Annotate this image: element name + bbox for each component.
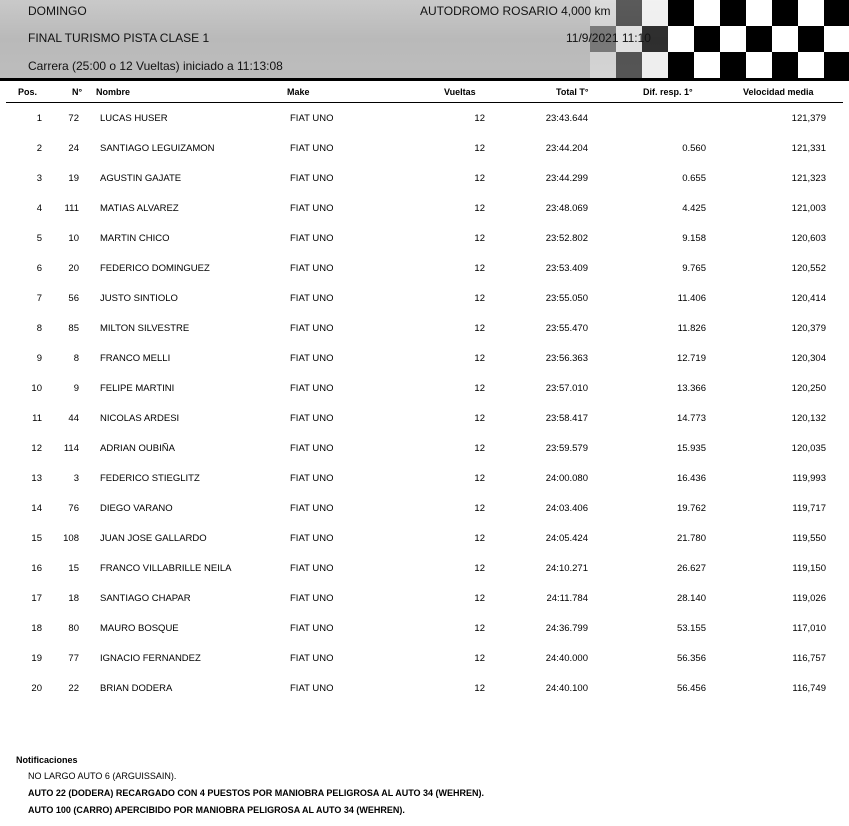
table-row (0, 263, 849, 277)
driver-name-cell: FEDERICO STIEGLITZ (100, 473, 200, 484)
gap-cell: 11.406 (677, 293, 706, 304)
table-row (0, 563, 849, 577)
avg-speed-cell: 120,552 (791, 263, 826, 274)
gap-cell: 13.366 (676, 383, 706, 394)
car-number-cell: 9 (73, 383, 79, 394)
make-cell: FIAT UNO (290, 623, 334, 634)
total-time-cell: 23:59.579 (545, 443, 588, 454)
checker-square (590, 52, 616, 78)
avg-speed-cell: 116,749 (792, 683, 826, 694)
checker-square (798, 52, 824, 78)
laps-cell: 12 (474, 203, 485, 214)
avg-speed-cell: 120,250 (791, 383, 826, 394)
position-cell: 3 (36, 173, 42, 184)
driver-name-cell: DIEGO VARANO (100, 503, 173, 514)
make-cell: FIAT UNO (290, 563, 334, 574)
car-number-cell: 19 (68, 173, 79, 184)
notification-item: AUTO 100 (CARRO) APERCIBIDO POR MANIOBRA PELIGROSA AL AUTO 34 (WEHREN). (28, 805, 405, 815)
gap-cell: 16.436 (676, 473, 706, 484)
car-number-cell: 8 (73, 353, 79, 364)
gap-cell: 19.762 (676, 503, 706, 514)
checker-square (642, 52, 668, 78)
table-row (0, 533, 849, 547)
car-number-cell: 76 (68, 503, 79, 514)
gap-cell: 21.780 (676, 533, 706, 544)
total-time-cell: 23:55.050 (545, 293, 588, 304)
table-row (0, 683, 849, 697)
checker-square (720, 26, 746, 52)
position-cell: 19 (31, 653, 42, 664)
checker-square (720, 52, 746, 78)
table-row (0, 593, 849, 607)
total-time-cell: 23:44.299 (545, 173, 588, 184)
table-row (0, 113, 849, 127)
table-row (0, 293, 849, 307)
car-number-cell: 114 (63, 443, 79, 454)
car-number-cell: 18 (68, 593, 79, 604)
make-cell: FIAT UNO (290, 353, 334, 364)
total-time-cell: 24:36.799 (545, 623, 588, 634)
gap-cell: 9.158 (682, 233, 706, 244)
total-time-cell: 23:57.010 (545, 383, 588, 394)
laps-cell: 12 (474, 653, 485, 664)
avg-speed-cell: 121,003 (791, 203, 826, 214)
driver-name-cell: FELIPE MARTINI (100, 383, 175, 394)
laps-cell: 12 (474, 353, 485, 364)
car-number-cell: 20 (68, 263, 79, 274)
table-row (0, 233, 849, 247)
checker-square (668, 52, 694, 78)
driver-name-cell: JUSTO SINTIOLO (100, 293, 178, 304)
car-number-cell: 24 (68, 143, 79, 154)
checker-square (616, 52, 642, 78)
checker-square (668, 26, 694, 52)
car-number-cell: 44 (68, 413, 79, 424)
total-time-cell: 23:58.417 (545, 413, 588, 424)
make-cell: FIAT UNO (290, 413, 334, 424)
position-cell: 13 (31, 473, 42, 484)
gap-cell: 56.356 (676, 653, 706, 664)
avg-speed-cell: 119,150 (792, 563, 826, 574)
laps-cell: 12 (474, 413, 485, 424)
avg-speed-cell: 119,026 (792, 593, 826, 604)
gap-cell: 9.765 (682, 263, 706, 274)
circuit-name: AUTODROMO ROSARIO 4,000 km (420, 4, 611, 18)
checker-square (642, 0, 668, 26)
avg-speed-cell: 120,035 (791, 443, 826, 454)
driver-name-cell: BRIAN DODERA (100, 683, 173, 694)
gap-cell: 12.719 (676, 353, 706, 364)
car-number-cell: 108 (63, 533, 79, 544)
car-number-cell: 111 (64, 203, 79, 214)
col-make-header: Make (287, 87, 310, 97)
laps-cell: 12 (474, 443, 485, 454)
driver-name-cell: LUCAS HUSER (100, 113, 168, 124)
table-row (0, 653, 849, 667)
checker-square (824, 0, 849, 26)
laps-cell: 12 (474, 593, 485, 604)
position-cell: 15 (31, 533, 42, 544)
total-time-cell: 24:03.406 (545, 503, 588, 514)
checker-square (746, 26, 772, 52)
make-cell: FIAT UNO (290, 443, 334, 454)
driver-name-cell: NICOLAS ARDESI (100, 413, 180, 424)
position-cell: 16 (31, 563, 42, 574)
checker-square (694, 52, 720, 78)
table-row (0, 443, 849, 457)
checker-square (668, 0, 694, 26)
laps-cell: 12 (474, 383, 485, 394)
laps-cell: 12 (474, 623, 485, 634)
position-cell: 14 (31, 503, 42, 514)
avg-speed-cell: 119,550 (792, 533, 826, 544)
driver-name-cell: FRANCO MELLI (100, 353, 171, 364)
make-cell: FIAT UNO (290, 143, 334, 154)
total-time-cell: 23:43.644 (545, 113, 588, 124)
avg-speed-cell: 120,603 (791, 233, 826, 244)
driver-name-cell: FRANCO VILLABRILLE NEILA (100, 563, 232, 574)
car-number-cell: 15 (68, 563, 79, 574)
make-cell: FIAT UNO (290, 293, 334, 304)
avg-speed-cell: 121,331 (791, 143, 826, 154)
gap-cell: 14.773 (676, 413, 706, 424)
driver-name-cell: JUAN JOSE GALLARDO (100, 533, 207, 544)
gap-cell: 0.560 (682, 143, 706, 154)
laps-cell: 12 (474, 473, 485, 484)
table-row (0, 413, 849, 427)
total-time-cell: 23:53.409 (545, 263, 588, 274)
position-cell: 9 (36, 353, 42, 364)
make-cell: FIAT UNO (290, 113, 334, 124)
car-number-cell: 3 (73, 473, 79, 484)
position-cell: 20 (31, 683, 42, 694)
laps-cell: 12 (474, 323, 485, 334)
position-cell: 6 (36, 263, 42, 274)
report-datetime: 11/9/2021 11:10 (566, 31, 651, 45)
notification-item: NO LARGO AUTO 6 (ARGUISSAIN). (28, 771, 177, 781)
laps-cell: 12 (474, 293, 485, 304)
gap-cell: 15.935 (676, 443, 706, 454)
col-name-header: Nombre (96, 87, 131, 97)
laps-cell: 12 (474, 173, 485, 184)
make-cell: FIAT UNO (290, 533, 334, 544)
car-number-cell: 56 (68, 293, 79, 304)
table-row (0, 503, 849, 517)
avg-speed-cell: 120,304 (791, 353, 826, 364)
avg-speed-cell: 121,323 (791, 173, 826, 184)
driver-name-cell: SANTIAGO LEGUIZAMON (100, 143, 215, 154)
car-number-cell: 22 (68, 683, 79, 694)
avg-speed-cell: 119,717 (792, 503, 826, 514)
results-column-headers (0, 87, 849, 103)
total-time-cell: 23:52.802 (545, 233, 588, 244)
laps-cell: 12 (474, 143, 485, 154)
notifications-title: Notificaciones (16, 755, 78, 765)
checker-square (772, 52, 798, 78)
laps-cell: 12 (474, 233, 485, 244)
checker-square (616, 0, 642, 26)
total-time-cell: 23:55.470 (545, 323, 588, 334)
make-cell: FIAT UNO (290, 593, 334, 604)
car-number-cell: 10 (68, 233, 79, 244)
col-laps-header: Vueltas (444, 87, 476, 97)
position-cell: 17 (31, 593, 42, 604)
race-info: Carrera (25:00 o 12 Vueltas) iniciado a 11:13:08 (28, 59, 283, 73)
avg-speed-cell: 121,379 (791, 113, 826, 124)
total-time-cell: 23:44.204 (545, 143, 588, 154)
checker-square (798, 0, 824, 26)
checker-square (694, 26, 720, 52)
make-cell: FIAT UNO (290, 683, 334, 694)
col-number-header: N° (72, 87, 83, 97)
table-row (0, 473, 849, 487)
checker-square (798, 26, 824, 52)
session-day: DOMINGO (28, 4, 87, 18)
header-divider (0, 78, 849, 81)
total-time-cell: 24:00.080 (545, 473, 588, 484)
driver-name-cell: ADRIAN OUBIÑA (100, 443, 175, 454)
make-cell: FIAT UNO (290, 653, 334, 664)
make-cell: FIAT UNO (290, 323, 334, 334)
laps-cell: 12 (474, 113, 485, 124)
make-cell: FIAT UNO (290, 173, 334, 184)
make-cell: FIAT UNO (290, 203, 334, 214)
laps-cell: 12 (474, 563, 485, 574)
position-cell: 7 (36, 293, 42, 304)
col-diff-header: Dif. resp. 1° (643, 87, 693, 97)
gap-cell: 0.655 (682, 173, 706, 184)
position-cell: 4 (36, 203, 42, 214)
gap-cell: 4.425 (682, 203, 706, 214)
checker-square (824, 52, 849, 78)
driver-name-cell: IGNACIO FERNANDEZ (100, 653, 201, 664)
position-cell: 18 (31, 623, 42, 634)
col-pos-header: Pos. (18, 87, 38, 97)
position-cell: 10 (31, 383, 42, 394)
event-title: FINAL TURISMO PISTA CLASE 1 (28, 31, 210, 45)
gap-cell: 53.155 (676, 623, 706, 634)
checker-square (772, 26, 798, 52)
make-cell: FIAT UNO (290, 383, 334, 394)
car-number-cell: 85 (68, 323, 79, 334)
table-row (0, 623, 849, 637)
total-time-cell: 24:40.100 (545, 683, 588, 694)
col-speed-header: Velocidad media (743, 87, 814, 97)
checker-square (694, 0, 720, 26)
make-cell: FIAT UNO (290, 503, 334, 514)
checker-square (772, 0, 798, 26)
gap-cell: 11.826 (677, 323, 706, 334)
total-time-cell: 23:48.069 (545, 203, 588, 214)
checker-square (824, 26, 849, 52)
table-row (0, 353, 849, 367)
make-cell: FIAT UNO (290, 263, 334, 274)
car-number-cell: 72 (68, 113, 79, 124)
laps-cell: 12 (474, 533, 485, 544)
column-header-divider (6, 102, 843, 103)
position-cell: 5 (36, 233, 42, 244)
table-row (0, 143, 849, 157)
total-time-cell: 24:11.784 (546, 593, 588, 604)
position-cell: 12 (31, 443, 42, 454)
driver-name-cell: MAURO BOSQUE (100, 623, 179, 634)
table-row (0, 383, 849, 397)
laps-cell: 12 (474, 503, 485, 514)
driver-name-cell: SANTIAGO CHAPAR (100, 593, 191, 604)
position-cell: 2 (36, 143, 42, 154)
avg-speed-cell: 120,414 (791, 293, 826, 304)
avg-speed-cell: 119,993 (792, 473, 826, 484)
checker-square (746, 52, 772, 78)
gap-cell: 56.456 (676, 683, 706, 694)
position-cell: 11 (32, 413, 42, 424)
total-time-cell: 24:40.000 (545, 653, 588, 664)
table-row (0, 173, 849, 187)
driver-name-cell: MATIAS ALVAREZ (100, 203, 179, 214)
laps-cell: 12 (474, 683, 485, 694)
car-number-cell: 77 (68, 653, 79, 664)
results-header (0, 0, 849, 78)
car-number-cell: 80 (68, 623, 79, 634)
gap-cell: 26.627 (676, 563, 706, 574)
gap-cell: 28.140 (676, 593, 706, 604)
checker-square (720, 0, 746, 26)
position-cell: 8 (36, 323, 42, 334)
avg-speed-cell: 116,757 (792, 653, 826, 664)
position-cell: 1 (36, 113, 42, 124)
avg-speed-cell: 117,010 (792, 623, 826, 634)
avg-speed-cell: 120,379 (791, 323, 826, 334)
table-row (0, 203, 849, 217)
make-cell: FIAT UNO (290, 233, 334, 244)
driver-name-cell: AGUSTIN GAJATE (100, 173, 182, 184)
table-row (0, 323, 849, 337)
driver-name-cell: MILTON SILVESTRE (100, 323, 190, 334)
notification-item: AUTO 22 (DODERA) RECARGADO CON 4 PUESTOS POR MANIOBRA PELIGROSA AL AUTO 34 (WEHREN). (28, 788, 485, 798)
avg-speed-cell: 120,132 (791, 413, 826, 424)
laps-cell: 12 (474, 263, 485, 274)
col-total-header: Total T° (556, 87, 589, 97)
driver-name-cell: MARTIN CHICO (100, 233, 170, 244)
checker-square (746, 0, 772, 26)
driver-name-cell: FEDERICO DOMINGUEZ (100, 263, 210, 274)
total-time-cell: 23:56.363 (545, 353, 588, 364)
total-time-cell: 24:05.424 (545, 533, 588, 544)
total-time-cell: 24:10.271 (545, 563, 588, 574)
make-cell: FIAT UNO (290, 473, 334, 484)
